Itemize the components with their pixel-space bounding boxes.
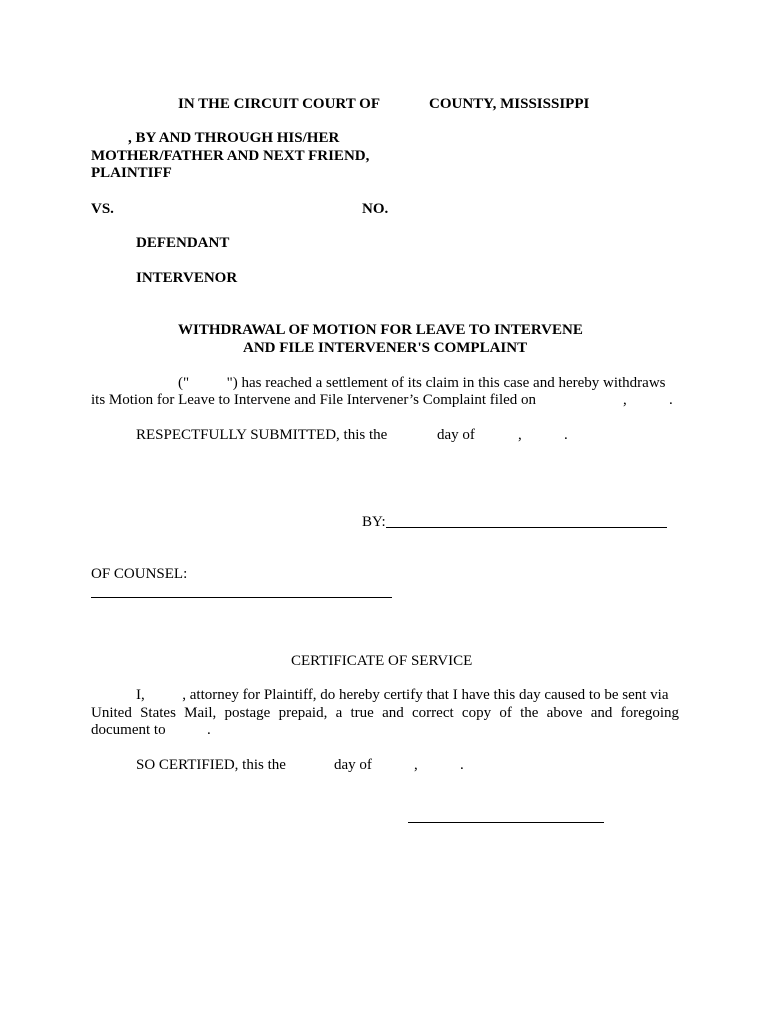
plaintiff-line-1: , BY AND THROUGH HIS/HER xyxy=(128,130,340,146)
versus-label: VS. xyxy=(91,201,114,217)
submitted-day-of: day of xyxy=(437,427,475,443)
signature-line xyxy=(386,527,667,528)
filed-date-period: . xyxy=(669,392,673,408)
plaintiff-line-2: MOTHER/FATHER AND NEXT FRIEND, xyxy=(91,148,370,164)
certificate-text-period: . xyxy=(207,722,211,738)
certified-period: . xyxy=(460,757,464,773)
of-counsel-label: OF COUNSEL: xyxy=(91,566,188,582)
withdrawal-paragraph-line-2: its Motion for Leave to Intervene and File Intervener’s Complaint filed on xyxy=(91,392,537,408)
certificate-text-line-1: I, , attorney for Plaintiff, do hereby certify that I have this day caused to be sent via xyxy=(136,687,669,703)
filed-date-comma: , xyxy=(623,392,627,408)
intervenor-label: INTERVENOR xyxy=(136,270,238,286)
certificate-title: CERTIFICATE OF SERVICE xyxy=(291,653,473,669)
certified-comma: , xyxy=(414,757,418,773)
certificate-signature-line xyxy=(408,822,604,823)
submitted-period: . xyxy=(564,427,568,443)
withdrawal-paragraph-line-1: (" ") has reached a settlement of its claim in this case and hereby withdraws xyxy=(178,375,666,391)
certificate-text-line-3: document to xyxy=(91,722,166,738)
certified-day-of: day of xyxy=(334,757,372,773)
case-number-label: NO. xyxy=(362,201,389,217)
court-name: IN THE CIRCUIT COURT OF xyxy=(178,96,381,112)
counsel-signature-line xyxy=(91,597,392,598)
document-title-line-1: WITHDRAWAL OF MOTION FOR LEAVE TO INTERVENE xyxy=(178,322,583,338)
certificate-text-line-2: United States Mail, postage prepaid, a true and correct copy of the above and foregoing xyxy=(91,705,679,721)
plaintiff-label: PLAINTIFF xyxy=(91,165,172,181)
court-county: COUNTY, MISSISSIPPI xyxy=(429,96,590,112)
defendant-label: DEFENDANT xyxy=(136,235,230,251)
document-title-line-2: AND FILE INTERVENER'S COMPLAINT xyxy=(243,340,528,356)
signature-by-label: BY: xyxy=(362,514,386,530)
submitted-statement: RESPECTFULLY SUBMITTED, this the xyxy=(136,427,388,443)
certified-statement: SO CERTIFIED, this the xyxy=(136,757,286,773)
submitted-comma: , xyxy=(518,427,522,443)
